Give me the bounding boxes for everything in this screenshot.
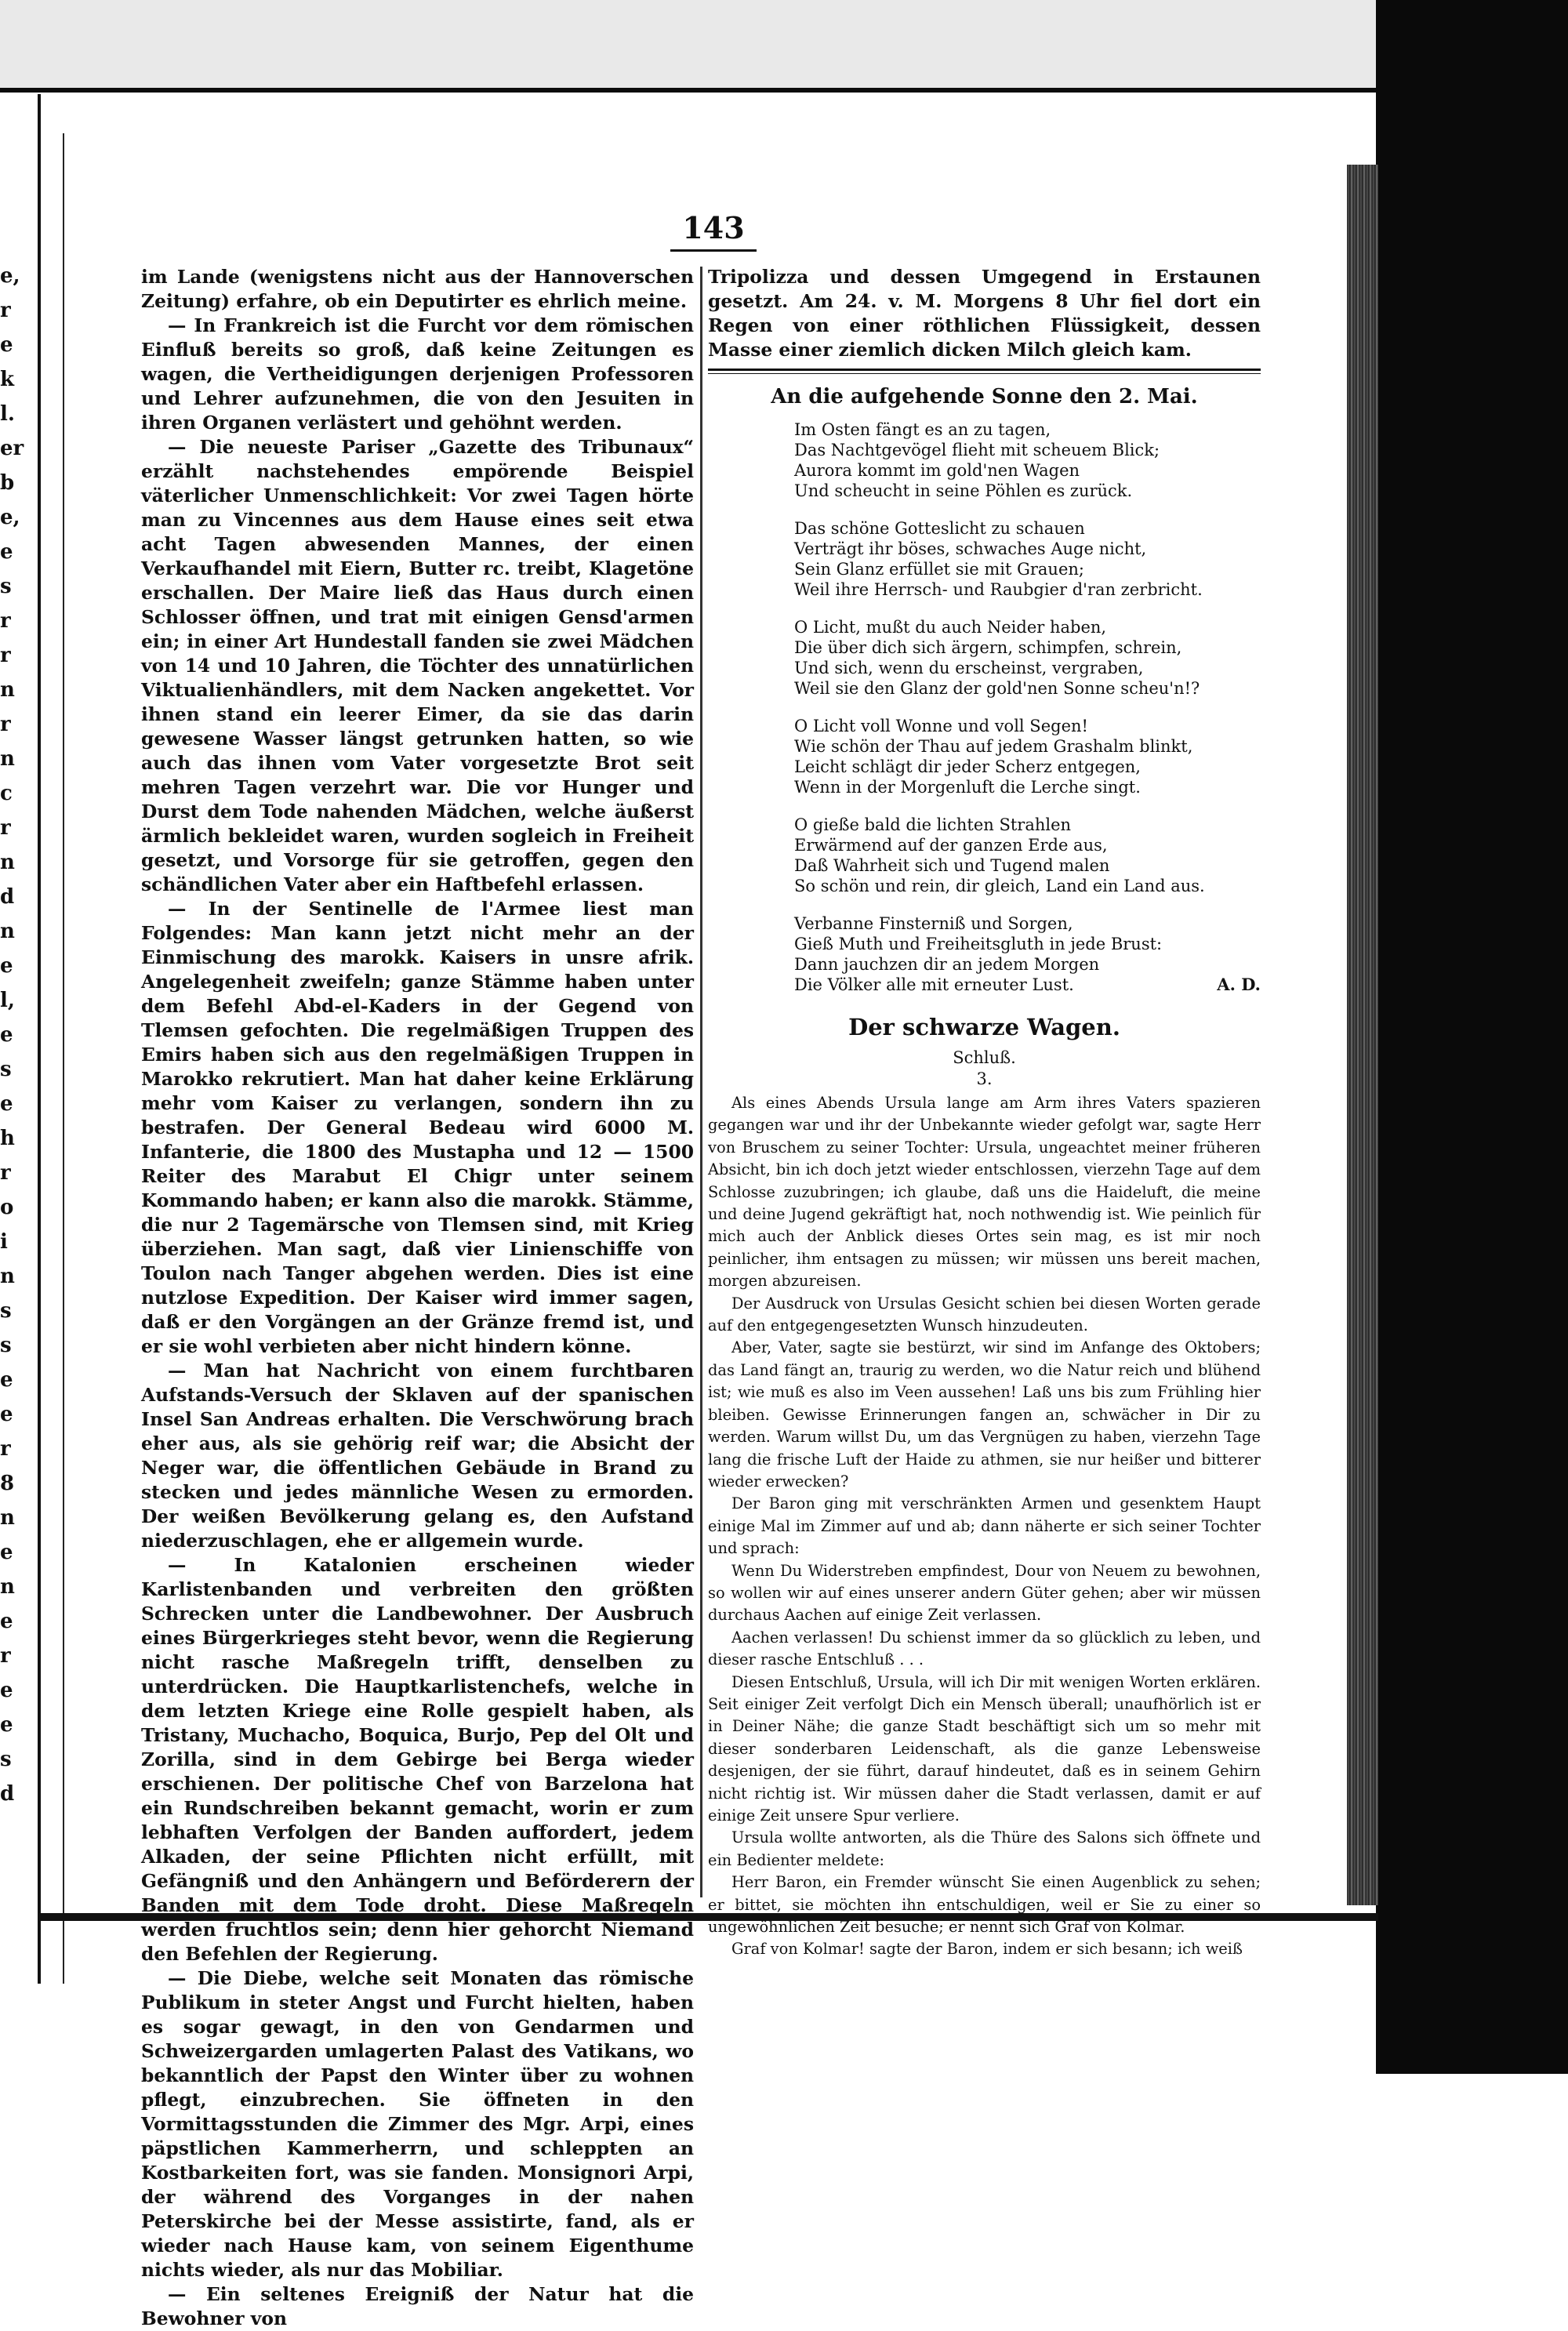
margin-fragment: s (0, 1058, 12, 1081)
poem-line-text: Die Völker alle mit erneuter Lust. (794, 975, 1074, 994)
margin-fragment: b (0, 471, 15, 495)
margin-fragment: r (0, 299, 11, 322)
story-paragraph: Als eines Abends Ursula lange am Arm ihres Vaters spazieren gegangen war und ihr der Unbekannte wieder gefolgt war, sagte Herr von Bruschem zu seiner Tochter: Ursula, ungeachtet meiner früheren Absicht, bin ich doch jetzt wieder entschlossen, vierzehn Tage auf dem Schlosse zuzubringen; ich glaube, daß uns die Haideluft, die meine und deine Jugend gekräftigt hat, noch nothwendig ist. Wie peinlich für mich auch der Anblick dieses Ortes sein mag, es ist mir noch peinlicher, ihm entsagen zu müssen; wir müssen uns bereit machen, morgen abzureisen. (708, 1094, 1261, 1291)
story-title: Der schwarze Wagen. (848, 1014, 1120, 1040)
news-paragraph: — In der Sentinelle de l'Armee liest man Folgendes: Man kann jetzt nicht mehr an der Einmischung des marokk. Kaisers in unsre afrik. Angelegenheit zweifeln; ganze Stämme haben unter dem Befehl Abd-el-Kaders in der Gegend von Tlemsen gefochten. Die regelmäßigen Truppen des Emirs haben sich aus den regelmäßigen Truppen in Marokko rekrutiert. Man hat daher keine Erklärung mehr vom Kaiser zu verlangen, sondern ihn zu bestrafen. Der General Bedeau wird 6000 M. Infanterie, die 1800 des Mustapha und 12 — 1500 Reiter des Marabut El Chigr unter seinem Kommando haben; er kann also die marokk. Stämme, die nur 2 Tagemärsche von Tlemsen sind, mit Krieg überziehen. Man sagt, daß vier Linienschiffe von Toulon nach Tanger abgehen werden. Dies ist eine nutzlose Expedition. Der Kaiser wird immer sagen, daß er den Vorgängen an der Gränze fremd ist, und er sie wohl verbieten aber nicht hindern könne. (141, 898, 694, 1357)
margin-fragment: d (0, 1782, 15, 1806)
story (708, 1012, 1261, 1961)
margin-fragment: e (0, 954, 13, 978)
poem-line-text: Verbanne Finsterniß und Sorgen, (794, 914, 1073, 933)
story-paragraph: Aber, Vater, sagte sie bestürzt, wir sind im Anfange des Oktobers; das Land fängt an, traurig zu werden, wo die Natur reich und blühend ist; wie muß es also im Veen aussehen! Laß uns bis zum Frühling hier bleiben. Gewisse Erinnerungen fangen an, schwächer in Dir zu werden. Warum willst Du, um das Vergnügen zu haben, vierzehn Tage lang die frische Luft der Haide zu athmen, sie nur heißer und bitterer wieder erwecken? (708, 1338, 1261, 1490)
poem-line-text: Wie schön der Thau auf jedem Grashalm blinkt, (794, 737, 1193, 756)
poem-title: An die aufgehende Sonne den 2. Mai. (771, 385, 1198, 408)
poem-line (794, 658, 1261, 678)
poem-signature: A. D. (1217, 975, 1261, 994)
poem-line (794, 716, 1261, 736)
poem-line (794, 855, 1261, 876)
previous-page-fragments (0, 259, 34, 1811)
poem-line (794, 815, 1261, 835)
margin-fragment: e (0, 1368, 13, 1392)
section-rule (708, 369, 1261, 374)
poem-line-text: O Licht voll Wonne und voll Segen! (794, 717, 1088, 735)
margin-fragment: i (0, 1230, 8, 1254)
continued-paragraph: Tripolizza und dessen Umgegend in Erstaunen gesetzt. Am 24. v. M. Morgens 8 Uhr fiel dort ein Regen von einer röthlichen Flüssigkeit, dessen Masse einer ziemlich dicken Milch gleich kam. (708, 266, 1261, 361)
margin-fragment: s (0, 1299, 12, 1323)
poem-line (794, 934, 1261, 954)
poem-line-text: Weil sie den Glanz der gold'nen Sonne scheu'n!? (794, 679, 1200, 698)
poem-line-text: Leicht schlägt dir jeder Scherz entgegen, (794, 757, 1141, 776)
margin-fragment: r (0, 1161, 11, 1185)
margin-fragment: r (0, 713, 11, 736)
poem-line-text: Sein Glanz erfüllet sie mit Grauen; (794, 560, 1084, 579)
margin-fragment: e (0, 333, 13, 357)
story-paragraph: Herr Baron, ein Fremder wünscht Sie einen Augenblick zu sehen; er bittet, sie möchten ihn entschuldigen, weil er Sie zu einer so ungewöhnlichen Zeit besuche; er nennt sich Graf von Kolmar. (708, 1873, 1261, 1937)
poem-line (794, 913, 1261, 934)
poem-line-text: O Licht, mußt du auch Neider haben, (794, 618, 1107, 637)
poem-stanza (708, 518, 1261, 600)
poem-line (794, 777, 1261, 797)
poem-line-text: Und scheucht in seine Pöhlen es zurück. (794, 481, 1133, 500)
poem-line (794, 559, 1261, 579)
story-paragraph: Aachen verlassen! Du schienst immer da so glücklich zu leben, und dieser rasche Entschluß . . . (708, 1628, 1261, 1669)
margin-fragment: n (0, 1265, 15, 1288)
poem-line (794, 419, 1261, 440)
poem-stanza (708, 419, 1261, 501)
poem (708, 383, 1261, 995)
poem-line (794, 579, 1261, 600)
poem-line (794, 617, 1261, 637)
news-paragraph: — Die neueste Pariser „Gazette des Tribunaux“ erzählt nachstehendes empörende Beispiel väterlicher Unmenschlichkeit: Vor zwei Tagen hörte man zu Vincennes aus dem Hause eines seit etwa acht Tagen abwesenden Mannes, der einen Verkaufhandel mit Eiern, Butter rc. treibt, Klagetöne erschallen. Der Maire ließ das Haus durch einen Schlosser öffnen, und trat mit einigen Gensd'armen ein; in einer Art Hundestall fanden sie zwei Mädchen von 14 und 10 Jahren, die Töchter des unnatürlichen Viktualienhändlers, mit dem Nacken angekettet. Vor ihnen stand ein leerer Eimer, da sie das darin gewesene Wasser längst getrunken hatten, so wie auch das ihnen vom Vater vorgesetzte Brot seit mehren Tagen verzehrt war. Die vor Hunger und Durst dem Tode nahenden Mädchen, welche äußerst ärmlich bekleidet waren, wurden sogleich in Freiheit gesetzt, und Vorsorge für sie getroffen, gegen den schändlichen Vater aber ein Haftbefehl erlassen. (141, 436, 694, 895)
poem-line-text: Wenn in der Morgenluft die Lerche singt. (794, 778, 1141, 797)
poem-line-text: Erwärmend auf der ganzen Erde aus, (794, 836, 1108, 855)
poem-line (794, 975, 1261, 995)
story-paragraphs (708, 1092, 1261, 1961)
story-paragraph: Graf von Kolmar! sagte der Baron, indem er sich besann; ich weiß (731, 1940, 1243, 1959)
binding-line-inner (63, 133, 64, 1984)
poem-line (794, 954, 1261, 975)
margin-fragment: k (0, 368, 15, 391)
margin-fragment: n (0, 920, 15, 943)
poem-line (794, 876, 1261, 896)
poem-line (794, 440, 1261, 460)
margin-fragment: e, (0, 506, 20, 529)
poem-line-text: So schön und rein, dir gleich, Land ein Land aus. (794, 877, 1205, 895)
poem-line-text: Die über dich sich ärgern, schimpfen, schrein, (794, 638, 1182, 657)
column-divider (700, 267, 702, 1897)
poem-line (794, 835, 1261, 855)
margin-fragment: h (0, 1127, 15, 1150)
margin-fragment: l, (0, 989, 15, 1012)
margin-fragment: n (0, 678, 15, 702)
poem-stanza (708, 913, 1261, 995)
poem-stanzas (708, 419, 1261, 995)
poem-line (794, 637, 1261, 658)
poem-line-text: O gieße bald die lichten Strahlen (794, 815, 1072, 834)
news-paragraph: — Ein seltenes Ereigniß der Natur hat die Bewohner von (141, 2283, 694, 2329)
news-paragraph: im Lande (wenigstens nicht aus der Hannoverschen Zeitung) erfahre, ob ein Deputirter es ehrlich meine. (141, 266, 694, 312)
margin-fragment: e (0, 1092, 13, 1116)
margin-fragment: e, (0, 264, 20, 288)
poem-stanza (708, 716, 1261, 797)
story-paragraph: Ursula wollte antworten, als die Thüre des Salons sich öffnete und ein Bedienter meldete: (708, 1828, 1261, 1869)
margin-fragment: n (0, 1575, 15, 1599)
news-paragraph: — In Katalonien erscheinen wieder Karlistenbanden und verbreiten den größten Schrecken unter die Landbewohner. Der Ausbruch eines Bürgerkrieges steht bevor, wenn die Regierung nicht rasche Maßregeln trifft, denselben zu unterdrücken. Die Hauptkarlistenchefs, welche in dem letzten Kriege eine Rolle gespielt haben, als Tristany, Muchacho, Boquica, Burjo, Pep del Olt und Zorilla, sind in dem Gebirge bei Berga wieder erschienen. Der politische Chef von Barzelona hat ein Rundschreiben bekannt gemacht, worin er zum lebhaften Verfolgen der Banden auffordert, jedem Alkaden, der seine Pflichten nicht erfüllt, mit Gefängniß und den Anhängern und Beförderern der Banden mit dem Tode droht. Diese Maßregeln werden fruchtlos sein; denn hier gehorcht Niemand den Befehlen der Regierung. (141, 1554, 694, 1965)
margin-fragment: e (0, 540, 13, 564)
margin-fragment: r (0, 1644, 11, 1668)
scan-right-border (1376, 0, 1568, 2074)
poem-line (794, 481, 1261, 501)
margin-fragment: r (0, 644, 11, 667)
margin-fragment: e (0, 1403, 13, 1426)
margin-fragment: 8 (0, 1472, 15, 1495)
poem-line-text: Verträgt ihr böses, schwaches Auge nicht, (794, 539, 1147, 558)
news-paragraph: — In Frankreich ist die Furcht vor dem römischen Einfluß bereits so groß, daß keine Zeitungen es wagen, die Vertheidigungen derjenigen Professoren und Lehrer aufzunehmen, die von den Jesuiten in ihren Organen verlästert und gehöhnt werden. (141, 314, 694, 434)
right-column (708, 265, 1261, 1961)
margin-fragment: n (0, 851, 15, 874)
margin-fragment: n (0, 747, 15, 771)
poem-line-text: Aurora kommt im gold'nen Wagen (794, 461, 1080, 480)
margin-fragment: l. (0, 402, 15, 426)
poem-line (794, 539, 1261, 559)
news-paragraph: — Die Diebe, welche seit Monaten das römische Publikum in steter Angst und Furcht hielten, haben es sogar gewagt, in den von Gendarmen und Schweizergarden umlagerten Palast des Vatikans, wo bekanntlich der Papst den Winter über zu wohnen pflegt, einzubrechen. Sie öffneten in den Vormittagsstunden die Zimmer des Mgr. Arpi, eines päpstlichen Kammerherrn, und schleppten an Kostbarkeiten fort, was sie fanden. Monsignori Arpi, der während des Vorganges in der nahen Peterskirche bei der Messe assistirte, fand, als er wieder nach Hause kam, von seinem Eigenthume nichts wieder, als nur das Mobiliar. (141, 1967, 694, 2281)
margin-fragment: r (0, 1437, 11, 1461)
poem-line-text: Gieß Muth und Freiheitsgluth in jede Brust: (794, 935, 1163, 953)
scan-top-shade (0, 0, 1380, 88)
margin-fragment: n (0, 1506, 15, 1530)
poem-line-text: Das schöne Gotteslicht zu schauen (794, 519, 1085, 538)
poem-line-text: Daß Wahrheit sich und Tugend malen (794, 856, 1110, 875)
margin-fragment: d (0, 885, 15, 909)
story-paragraph: Der Baron ging mit verschränkten Armen und gesenktem Haupt einige Mal im Zimmer auf und ab; dann näherte er sich seiner Tochter und sprach: (708, 1494, 1261, 1558)
story-paragraph: Wenn Du Widerstreben empfindest, Dour von Neuem zu bewohnen, so wollen wir auf eines unserer andern Güter gehen; aber wir müssen durchaus Aachen auf einige Zeit verlassen. (708, 1561, 1261, 1625)
margin-fragment: c (0, 782, 13, 805)
margin-fragment: r (0, 816, 11, 840)
margin-fragment: s (0, 1748, 12, 1771)
news-paragraph: — Man hat Nachricht von einem furchtbaren Aufstands-Versuch der Sklaven auf der spanischen Insel San Andreas erhalten. Die Verschwörung brach eher aus, als sie gehörig reif war; die Absicht der Neger war, die öffentlichen Gebäude in Brand zu stecken und jedes männliche Wesen zu ermorden. Der weißen Bevölkerung gelang es, den Aufstand niederzuschlagen, ehe er allgemein wurde. (141, 1360, 694, 1552)
binding-line (38, 94, 41, 1984)
book-page-edges (1347, 165, 1378, 1905)
margin-fragment: e (0, 1541, 13, 1564)
poem-line-text: Und sich, wenn du erscheinst, vergraben, (794, 659, 1144, 677)
poem-line-text: Im Osten fängt es an zu tagen, (794, 420, 1051, 439)
margin-fragment: o (0, 1196, 14, 1219)
story-subtitle: Schluß. (953, 1048, 1016, 1067)
poem-line-text: Dann jauchzen dir an jedem Morgen (794, 955, 1100, 974)
story-chapter: 3. (976, 1069, 993, 1088)
margin-fragment: s (0, 1334, 12, 1357)
story-paragraph: Der Ausdruck von Ursulas Gesicht schien bei diesen Worten gerade auf den entgegengesetzten Wunsch hinzudeuten. (708, 1294, 1261, 1335)
left-column (141, 265, 694, 2331)
poem-line (794, 460, 1261, 481)
page-number-rule (670, 249, 757, 252)
poem-stanza (708, 617, 1261, 699)
margin-fragment: e (0, 1713, 13, 1737)
margin-fragment: s (0, 575, 12, 598)
poem-line-text: Das Nachtgevögel flieht mit scheuem Blick; (794, 441, 1160, 459)
margin-fragment: r (0, 609, 11, 633)
story-paragraph: Diesen Entschluß, Ursula, will ich Dir mit wenigen Worten erklären. Seit einiger Zeit verfolgt Dich ein Mensch überall; unaufhörlich ist er in Deiner Nähe; die ganze Stadt beschäftigt sich um so mehr mit dieser sonderbaren Leidenschaft, als die ganze Lebensweise desjenigen, der sie führt, darauf hindeutet, daß es in seinem Gehirn nicht richtig ist. Wir müssen daher die Stadt verlassen, damit er auf einige Zeit unsere Spur verliere. (708, 1672, 1261, 1824)
margin-fragment: e (0, 1679, 13, 1702)
poem-line (794, 736, 1261, 757)
margin-fragment: e (0, 1023, 13, 1047)
margin-fragment: e (0, 1610, 13, 1633)
poem-line (794, 757, 1261, 777)
poem-stanza (708, 815, 1261, 896)
page-number: 143 (682, 210, 745, 245)
margin-fragment: er (0, 437, 24, 460)
poem-line (794, 678, 1261, 699)
poem-line-text: Weil ihre Herrsch- und Raubgier d'ran zerbricht. (794, 580, 1203, 599)
poem-line (794, 518, 1261, 539)
